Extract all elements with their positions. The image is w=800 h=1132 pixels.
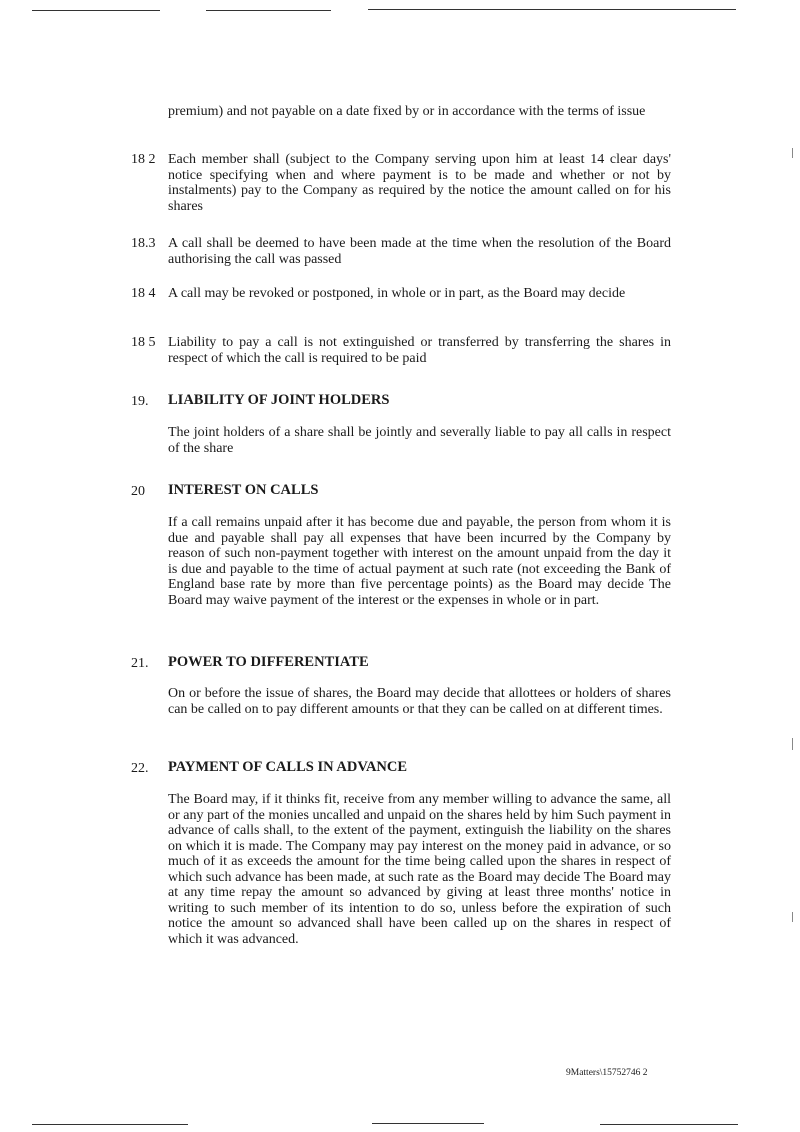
section-heading: POWER TO DIFFERENTIATE [168, 654, 369, 670]
section-heading: INTEREST ON CALLS [168, 482, 319, 498]
section-number: 20 [131, 484, 145, 499]
section-text: The joint holders of a share shall be jointly and severally liable to pay all calls in respect of the share [168, 425, 671, 456]
top-rule-middle [206, 10, 331, 11]
clause-text: Liability to pay a call is not extinguished or transferred by transferring the shares in respect of which the call is required to be paid [168, 335, 671, 366]
margin-tick [792, 912, 793, 922]
clause-text: A call shall be deemed to have been made at the time when the resolution of the Board authorising the call was passed [168, 236, 671, 267]
section-text: On or before the issue of shares, the Board may decide that allottees or holders of shares can be called on to pay different amounts or that they can be called on at different times. [168, 686, 671, 717]
section-text: The Board may, if it thinks fit, receive from any member willing to advance the same, all or any part of the monies uncalled and unpaid on the shares held by him Such payment in advance of calls shall, to the extent of the payment, extinguish the liability on the shares on which it is made. The Company may pay interest on the money paid in advance, or so much of it as exceeds the amount for the time being called upon the shares in respect of which such advance has been made, at such rate as the Board may decide The Board may at any time repay the amount so advanced by giving at least three months' notice in writing to such member of its intention to do so, unless before the expiration of such notice the amount so advanced shall have been called up on the shares in respect of which it was advanced. [168, 792, 671, 947]
clause-text: A call may be revoked or postponed, in whole or in part, as the Board may decide [168, 286, 626, 301]
section-text: If a call remains unpaid after it has become due and payable, the person from whom it is due and payable shall pay all expenses that have been incurred by the Company by reason of such non-payment together with interest on the amount unpaid from the day it is due and payable to the time of actual payment at such rate (not exceeding the Bank of England base rate by more than five percentage points) as the Board may decide The Board may waive payment of the interest or the expenses in whole or in part. [168, 515, 671, 608]
section-number: 21. [131, 656, 149, 671]
bottom-rule-left [32, 1124, 188, 1125]
section-heading: LIABILITY OF JOINT HOLDERS [168, 392, 390, 408]
bottom-rule-right [600, 1124, 738, 1125]
top-rule-left [32, 10, 160, 11]
continuation-paragraph: premium) and not payable on a date fixed by or in accordance with the terms of issue [168, 104, 646, 119]
document-reference: 9Matters\15752746 2 [566, 1068, 648, 1078]
clause-text: Each member shall (subject to the Company serving upon him at least 14 clear days' notice specifying when and where payment is to be made and whether or not by instalments) pay to the Company as required by the notice the amount called on for his shares [168, 152, 671, 214]
section-number: 22. [131, 761, 149, 776]
bottom-rule-middle [372, 1123, 484, 1124]
section-number: 19. [131, 394, 149, 409]
margin-tick [792, 738, 793, 750]
margin-tick [792, 148, 793, 158]
section-heading: PAYMENT OF CALLS IN ADVANCE [168, 759, 408, 775]
top-rule-right [368, 9, 736, 10]
clause-number: 18.3 [131, 236, 156, 251]
clause-number: 18 5 [131, 335, 156, 350]
clause-number: 18 4 [131, 286, 156, 301]
clause-number: 18 2 [131, 152, 156, 167]
